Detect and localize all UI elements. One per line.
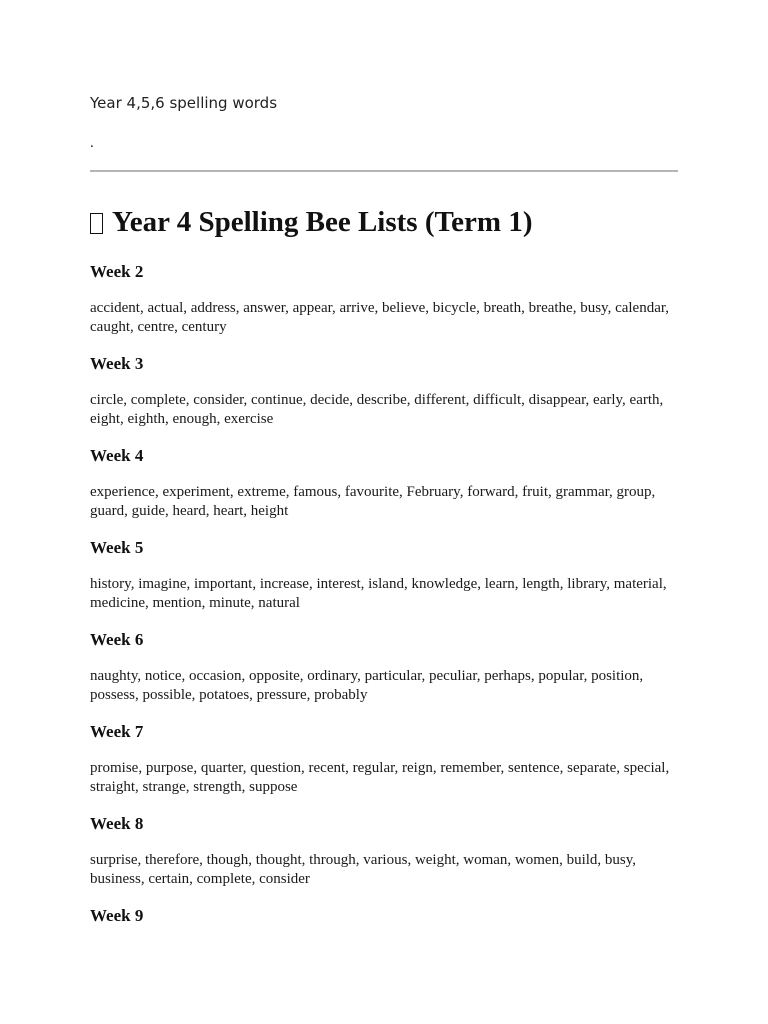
week-title: Week 4 xyxy=(90,446,144,465)
missing-glyph-icon xyxy=(90,213,103,234)
week-title: Week 6 xyxy=(90,630,144,649)
week-words: accident, actual, address, answer, appear, arrive, believe, bicycle, breath, breathe, busy, calendar, caught, centre, century xyxy=(90,300,670,335)
section-heading xyxy=(90,206,533,239)
week-title: Week 8 xyxy=(90,814,144,833)
week-title: Week 7 xyxy=(90,722,144,741)
week-words: surprise, therefore, though, thought, through, various, weight, woman, women, build, busy, business, certain, complete, consider xyxy=(90,852,637,887)
week-section-8 xyxy=(90,814,678,906)
week-section-3 xyxy=(90,354,678,446)
week-section-7 xyxy=(90,722,678,814)
week-title: Week 5 xyxy=(90,538,144,557)
document-title: Year 4,5,6 spelling words xyxy=(90,94,278,112)
week-section-2 xyxy=(90,262,678,354)
week-section-6 xyxy=(90,630,678,722)
week-title: Week 2 xyxy=(90,262,144,281)
week-section-5 xyxy=(90,538,678,630)
week-list xyxy=(90,262,678,998)
dot-line: . xyxy=(90,135,94,151)
horizontal-rule xyxy=(90,170,678,172)
week-section-9 xyxy=(90,906,678,998)
week-words: circle, complete, consider, continue, decide, describe, different, difficult, disappear, early, earth, eight, eighth, enough, exercise xyxy=(90,392,664,427)
week-words: promise, purpose, quarter, question, recent, regular, reign, remember, sentence, separate, special, straight, strange, strength, suppose xyxy=(90,760,670,795)
week-words: experience, experiment, extreme, famous, favourite, February, forward, fruit, grammar, group, guard, guide, heard, heart, height xyxy=(90,484,656,519)
week-words: history, imagine, important, increase, interest, island, knowledge, learn, length, library, material, medicine, mention, minute, natural xyxy=(90,576,667,611)
section-heading-text: Year 4 Spelling Bee Lists (Term 1) xyxy=(112,206,533,238)
week-title: Week 3 xyxy=(90,354,144,373)
week-title: Week 9 xyxy=(90,906,144,925)
week-section-4 xyxy=(90,446,678,538)
week-words: naughty, notice, occasion, opposite, ordinary, particular, peculiar, perhaps, popular, position, possess, possible, potatoes, pressure, probably xyxy=(90,668,644,703)
